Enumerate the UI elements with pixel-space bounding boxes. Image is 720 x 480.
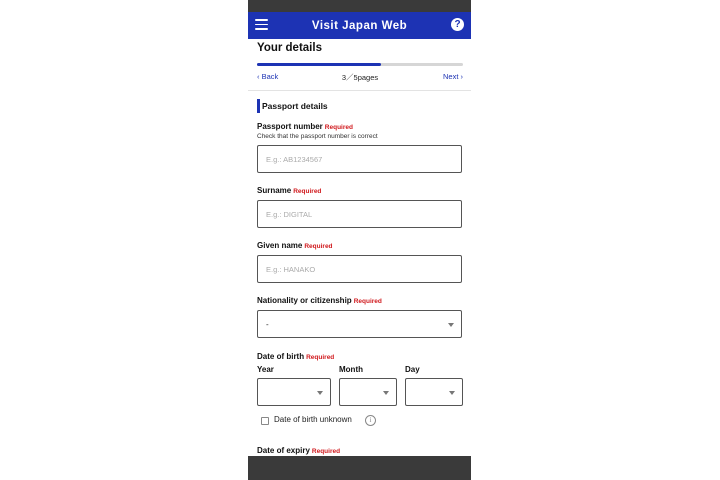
required-badge: Required bbox=[306, 354, 335, 361]
chevron-down-icon bbox=[383, 391, 389, 395]
back-label: Back bbox=[261, 72, 279, 81]
phone-screen bbox=[248, 0, 471, 480]
given-name-label bbox=[257, 241, 333, 250]
section-accent-bar bbox=[257, 99, 260, 113]
day-label: Day bbox=[405, 365, 420, 374]
passport-number-label bbox=[257, 122, 353, 131]
dob-unknown-checkbox[interactable] bbox=[261, 417, 269, 425]
next-label: Next bbox=[442, 72, 459, 81]
info-icon[interactable]: i bbox=[365, 415, 376, 426]
section-title: Passport details bbox=[262, 101, 328, 111]
chevron-down-icon bbox=[448, 323, 454, 327]
dob-unknown-label[interactable]: Date of birth unknown bbox=[274, 415, 352, 424]
given-name-input[interactable] bbox=[257, 255, 462, 283]
nationality-select[interactable] bbox=[257, 310, 462, 338]
required-badge: Required bbox=[353, 298, 382, 305]
app-header bbox=[248, 12, 471, 39]
chevron-left-icon: ‹ bbox=[257, 72, 260, 81]
surname-input[interactable] bbox=[257, 200, 462, 228]
app-title: Visit Japan Web bbox=[311, 19, 408, 32]
required-badge: Required bbox=[324, 124, 353, 131]
nationality-selected-value: - bbox=[266, 320, 269, 329]
day-select[interactable] bbox=[405, 378, 463, 406]
dob-label-text: Date of birth bbox=[257, 352, 305, 361]
nationality-label bbox=[257, 296, 382, 305]
chevron-right-icon: › bbox=[460, 72, 463, 81]
required-badge: Required bbox=[304, 243, 333, 250]
progress-bar bbox=[257, 63, 463, 66]
passport-number-input[interactable] bbox=[257, 145, 462, 173]
divider bbox=[248, 90, 471, 91]
page-indicator: 3／5pages bbox=[341, 73, 379, 82]
year-select[interactable] bbox=[257, 378, 331, 406]
month-select[interactable] bbox=[339, 378, 397, 406]
chevron-down-icon bbox=[317, 391, 323, 395]
page-title: Your details bbox=[257, 42, 322, 54]
passport-number-hint: Check that the passport number is correct bbox=[257, 133, 378, 140]
next-link[interactable] bbox=[443, 72, 463, 81]
surname-label bbox=[257, 186, 321, 195]
progress-fill bbox=[257, 63, 381, 66]
hamburger-icon[interactable] bbox=[255, 19, 268, 32]
required-badge: Required bbox=[311, 448, 341, 455]
expiry-label-text: Date of expiry bbox=[257, 446, 310, 455]
expiry-label bbox=[257, 446, 340, 455]
chevron-down-icon bbox=[449, 391, 455, 395]
month-label: Month bbox=[339, 365, 363, 374]
help-icon[interactable]: ? bbox=[451, 18, 464, 31]
nationality-label-text: Nationality or citizenship bbox=[257, 296, 352, 305]
status-bar bbox=[248, 0, 471, 12]
passport-number-label-text: Passport number bbox=[257, 122, 323, 131]
required-badge: Required bbox=[293, 188, 322, 195]
navigation-bar bbox=[248, 456, 471, 480]
pager bbox=[257, 72, 463, 83]
year-label: Year bbox=[257, 365, 274, 374]
dob-label bbox=[257, 352, 334, 361]
given-name-label-text: Given name bbox=[257, 241, 303, 250]
surname-label-text: Surname bbox=[257, 186, 292, 195]
